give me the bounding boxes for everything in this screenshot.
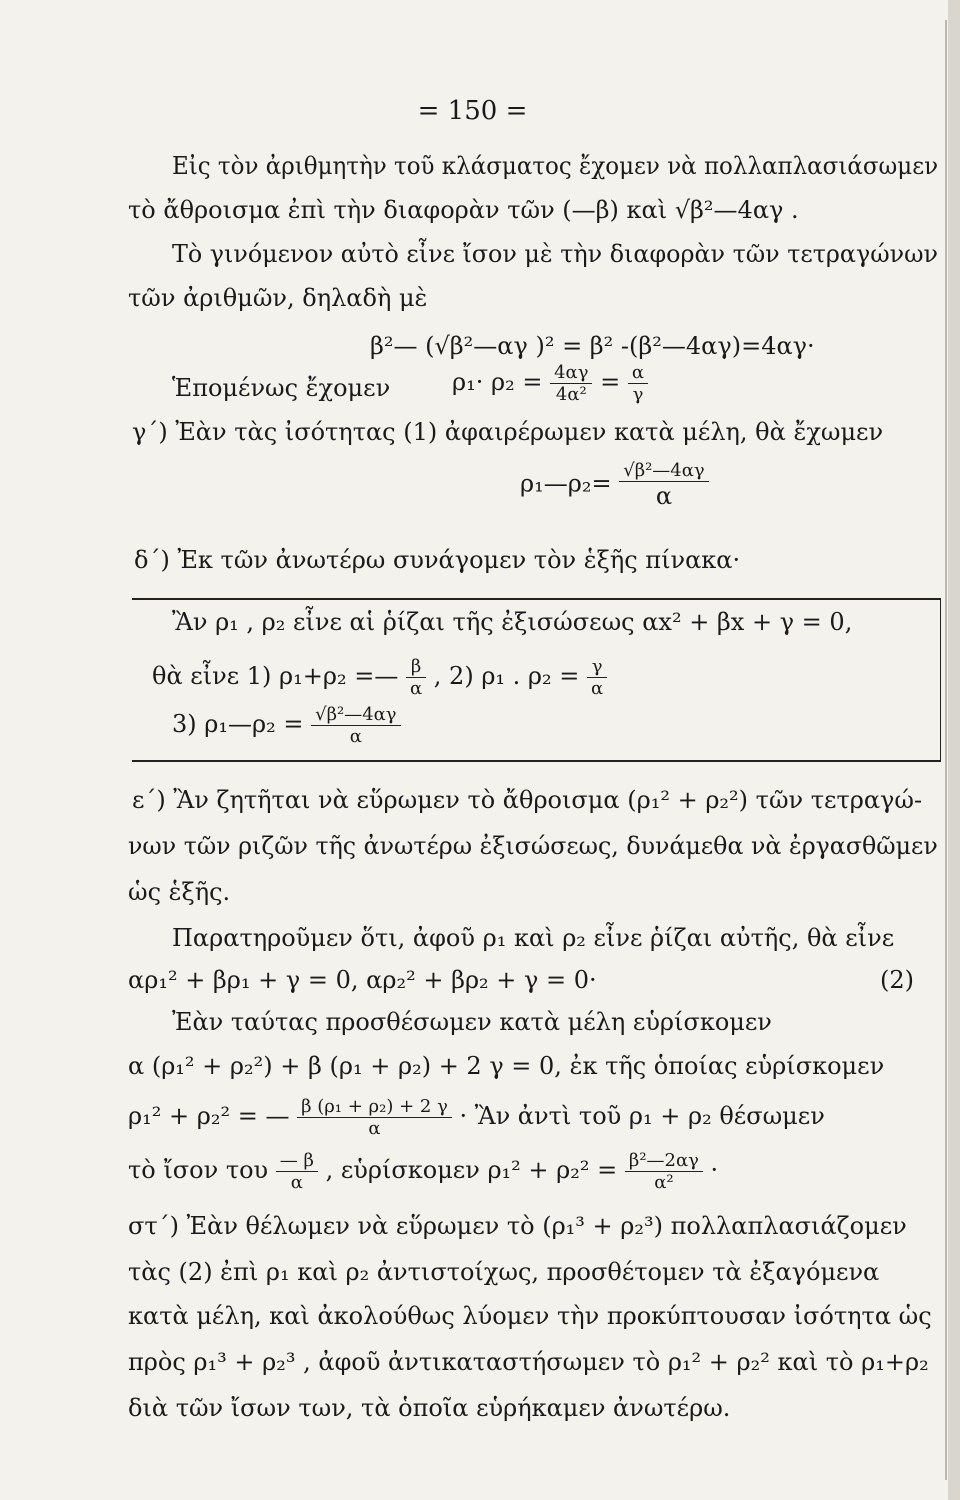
equation: 3) ρ₁—ρ₂ = $\frac{\text{√β²—4αγ}}{\alpha}$ xyxy=(172,704,401,747)
page-edge-line xyxy=(945,20,947,1480)
text-line: τὸ ἄθροισμα ἐπὶ τὴν διαφορὰν τῶν (—β) καὶ √β²—4αγ . xyxy=(128,196,799,224)
text-line: ε΄) Ἂν ζητῆται νὰ εὕρωμεν τὸ ἄθροισμα (ρ₁² + ρ₂²) τῶν τετραγώ- xyxy=(132,786,923,814)
text-line: νων τῶν ριζῶν τῆς ἀνωτέρω ἐξισώσεως, δυνάμεθα νὰ ἐργασθῶμεν xyxy=(128,832,938,860)
equation: β²— (√β²—αγ )² = β² -(β²—4αγ)=4αγ· xyxy=(370,332,815,360)
equation-number: (2) xyxy=(880,966,914,994)
text-line: γ΄) Ἐὰν τὰς ἰσότητας (1) ἀφαιρέρωμεν κατὰ μέλη, θὰ ἔχωμεν xyxy=(132,418,884,446)
text-line: τὰς (2) ἐπὶ ρ₁ καὶ ρ₂ ἀντιστοίχως, προσθέτομεν τὰ ἐξαγόμενα xyxy=(128,1258,880,1286)
text-line: διὰ τῶν ἴσων των, τὰ ὁποῖα εὑρήκαμεν ἀνωτέρω. xyxy=(128,1394,731,1422)
text-line: Παρατηροῦμεν ὅτι, ἀφοῦ ρ₁ καὶ ρ₂ εἶνε ῥίζαι αὐτῆς, θὰ εἶνε xyxy=(172,924,895,952)
text-line: Ἐὰν ταύτας προσθέσωμεν κατὰ μέλη εὑρίσκομεν xyxy=(172,1008,772,1036)
text-line: Εἰς τὸν ἀριθμητὴν τοῦ κλάσματος ἔχομεν νὰ πολλαπλασιάσωμεν xyxy=(172,152,939,180)
text-line: στ΄) Ἐὰν θέλωμεν νὰ εὕρωμεν τὸ (ρ₁³ + ρ₂³) πολλαπλασιάζομεν xyxy=(128,1212,907,1240)
text-line: δ΄) Ἐκ τῶν ἀνωτέρω συνάγομεν τὸν ἑξῆς πίνακα· xyxy=(134,546,741,574)
text-line: Ἂν ρ₁ , ρ₂ εἶνε αἱ ῥίζαι τῆς ἐξισώσεως αx² + βx + γ = 0, xyxy=(172,608,853,636)
equation: θὰ εἶνε 1) ρ₁+ρ₂ =— $\frac{\beta}{\alpha}$ , 2) ρ₁ . ρ₂ = $\frac{\gamma}{\alpha}$ xyxy=(152,656,607,699)
equation: ρ₁² + ρ₂² = — $\frac{\text{β (ρ₁ + ρ₂) + 2 γ}}{\alpha}$ · Ἂν ἀντὶ τοῦ ρ₁ + ρ₂ θέσωμεν xyxy=(128,1096,825,1139)
text-line: ὡς ἑξῆς. xyxy=(128,878,231,906)
equation: ρ₁—ρ₂= $\frac{\text{√β²—4αγ}}{\alpha}$ xyxy=(520,460,709,510)
page-edge xyxy=(948,0,960,1500)
page-number: = 150 = xyxy=(417,96,528,126)
text-line: Τὸ γινόμενον αὐτὸ εἶνε ἴσον μὲ τὴν διαφορὰν τῶν τετραγώνων xyxy=(172,240,938,268)
text-line: κατὰ μέλη, καὶ ἀκολούθως λύομεν τὴν προκύπτουσαν ἰσότητα ὡς xyxy=(128,1302,932,1330)
text-line: πρὸς ρ₁³ + ρ₂³ , ἀφοῦ ἀντικαταστήσωμεν τὸ ρ₁² + ρ₂² καὶ τὸ ρ₁+ρ₂ xyxy=(128,1348,929,1376)
text-line: α (ρ₁² + ρ₂²) + β (ρ₁ + ρ₂) + 2 γ = 0, ἐκ τῆς ὁποίας εὑρίσκομεν xyxy=(128,1052,885,1080)
equation: αρ₁² + βρ₁ + γ = 0, αρ₂² + βρ₂ + γ = 0· xyxy=(128,966,597,994)
text-line: Ἑπομένως ἔχομεν xyxy=(172,374,391,402)
equation: ρ₁· ρ₂ = $\frac{4\alpha\gamma}{\text{4α²}}$ = $\frac{\alpha}{\gamma}$ xyxy=(452,362,648,405)
equation: τὸ ἴσον του $\frac{— \beta}{\alpha}$ , εὑρίσκομεν ρ₁² + ρ₂² = $\frac{\text{β²—2αγ}}{\text{α²}}$ · xyxy=(128,1150,719,1193)
text-line: τῶν ἀριθμῶν, δηλαδὴ μὲ xyxy=(128,284,428,312)
